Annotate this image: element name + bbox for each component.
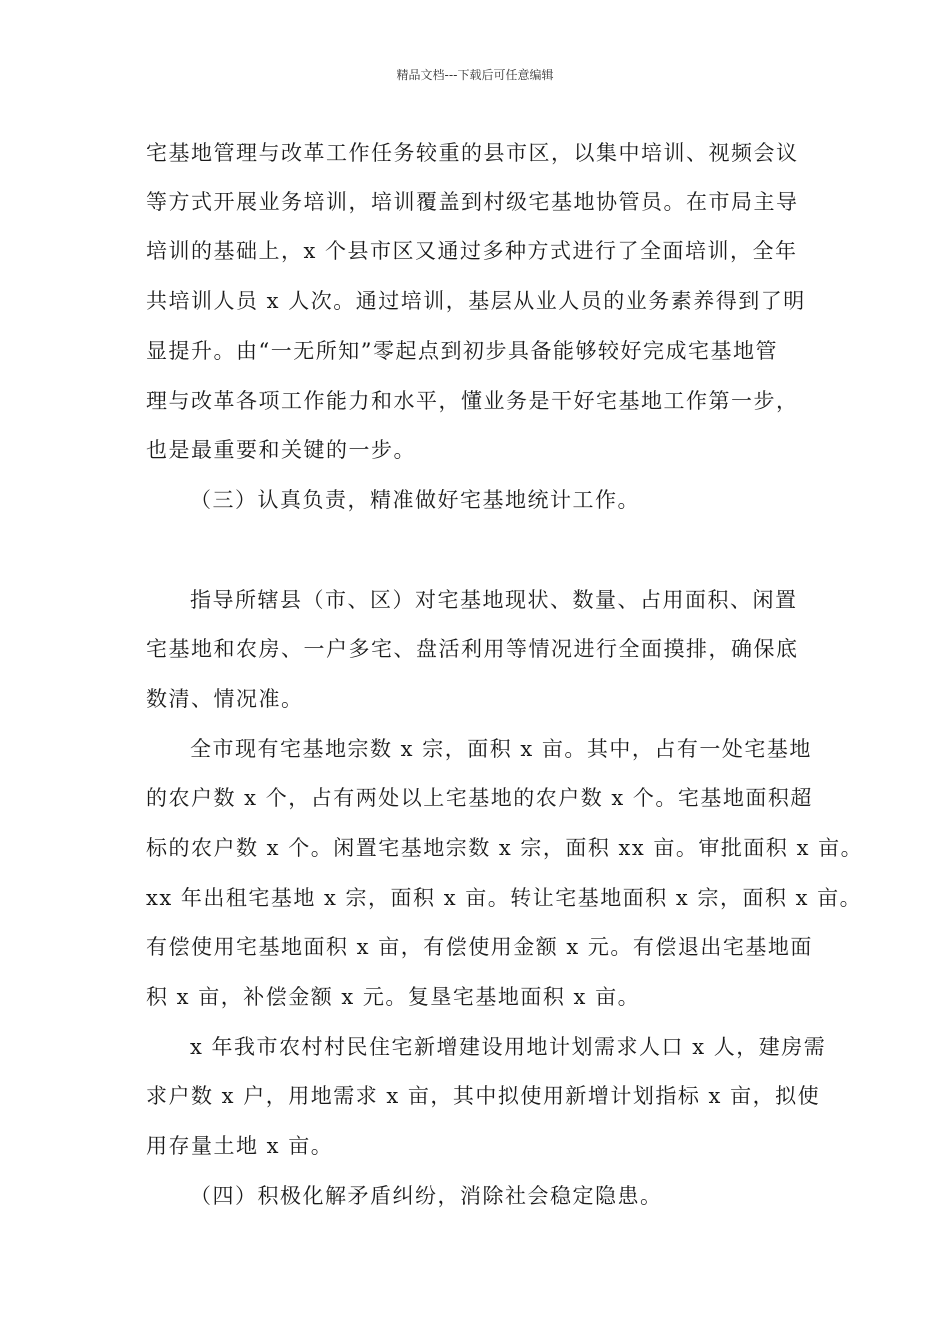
body-line: 也是最重要和关键的一步。 <box>146 438 416 462</box>
body-line: 积 x 亩，补偿金额 x 元。复垦宅基地面积 x 亩。 <box>146 985 641 1009</box>
body-line: 求户数 x 户，用地需求 x 亩，其中拟使用新增计划指标 x 亩，拟使 <box>146 1084 821 1108</box>
body-line: 指导所辖县（市、区）对宅基地现状、数量、占用面积、闲置 <box>190 588 798 612</box>
section-heading: （三）认真负责，精准做好宅基地统计工作。 <box>190 488 640 512</box>
body-line: 的农户数 x 个，占有两处以上宅基地的农户数 x 个。宅基地面积超 <box>146 786 813 810</box>
body-line: 全市现有宅基地宗数 x 宗，面积 x 亩。其中，占有一处宅基地 <box>190 737 812 761</box>
body-line: 有偿使用宅基地面积 x 亩，有偿使用金额 x 元。有偿退出宅基地面 <box>146 935 813 959</box>
body-line: x 年我市农村村民住宅新增建设用地计划需求人口 x 人，建房需 <box>190 1035 827 1059</box>
body-line: xx 年出租宅基地 x 宗，面积 x 亩。转让宅基地面积 x 宗，面积 x 亩。 <box>146 886 863 910</box>
body-line: 数清、情况准。 <box>146 687 304 711</box>
page-header: 精品文档---下载后可任意编辑 <box>396 68 554 82</box>
section-heading: （四）积极化解矛盾纠纷，消除社会稳定隐患。 <box>190 1184 663 1208</box>
body-line: 理与改革各项工作能力和水平，懂业务是干好宅基地工作第一步， <box>146 389 799 413</box>
body-line: 共培训人员 x 人次。通过培训，基层从业人员的业务素养得到了明 <box>146 289 806 313</box>
body-line: 用存量土地 x 亩。 <box>146 1134 334 1158</box>
body-line: 培训的基础上，x 个县市区又通过多种方式进行了全面培训，全年 <box>146 239 798 263</box>
body-line: 显提升。由“一无所知”零起点到初步具备能够较好完成宅基地管 <box>146 339 778 363</box>
body-line: 宅基地管理与改革工作任务较重的县市区，以集中培训、视频会议 <box>146 141 799 165</box>
body-line: 标的农户数 x 个。闲置宅基地宗数 x 宗，面积 xx 亩。审批面积 x 亩。 <box>146 836 864 860</box>
body-line: 宅基地和农房、一户多宅、盘活利用等情况进行全面摸排，确保底 <box>146 637 799 661</box>
body-line: 等方式开展业务培训，培训覆盖到村级宅基地协管员。在市局主导 <box>146 190 799 214</box>
